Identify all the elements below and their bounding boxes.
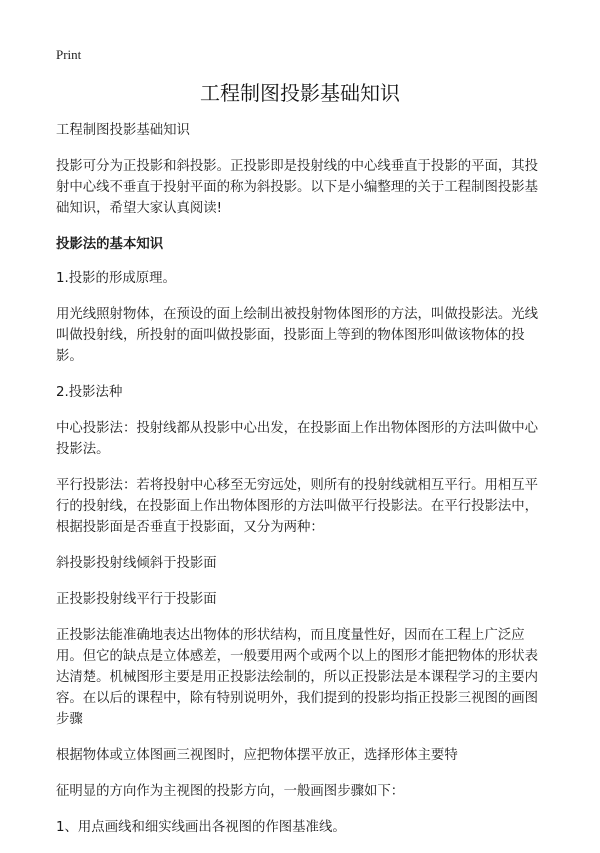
intro-paragraph: 投影可分为正投影和斜投影。正投影即是投射线的中心线垂直于投影的平面，其投射中心线不垂直于投射平面的称为斜投影。以下是小编整理的关于工程制图投影基础知识，希望大家认真阅读!	[56, 159, 539, 216]
steps-intro-line-2: 征明显的方向作为主视图的投影方向，一般画图步骤如下：	[56, 784, 405, 799]
step-1-line: 1、用点画线和细实线画出各视图的作图基准线。	[56, 820, 346, 835]
steps-intro-line-1: 根据物体或立体图画三视图时，应把物体摆平放正，选择形体主要特	[56, 748, 458, 763]
print-link[interactable]: Print	[56, 47, 82, 62]
article-subtitle: 工程制图投影基础知识	[56, 123, 190, 138]
oblique-projection-line: 斜投影投射线倾斜于投影面	[56, 556, 217, 571]
central-projection-paragraph: 中心投影法：投射线都从投影中心出发，在投影面上作出物体图形的方法叫做中心投影法。	[56, 421, 539, 457]
section-heading: 投影法的基本知识	[56, 237, 164, 252]
item1-paragraph: 用光线照射物体，在预设的面上绘制出被投射物体图形的方法，叫做投影法。光线叫做投射线，所投射的面叫做投影面，投影面上等到的物体图形叫做该物体的投影。	[56, 307, 539, 364]
orthographic-projection-line: 正投影投射线平行于投影面	[56, 592, 217, 607]
article-body	[56, 120, 548, 853]
item2-heading: 2.投影法种	[56, 385, 123, 400]
parallel-projection-paragraph: 平行投影法：若将投射中心移至无穷远处，则所有的投射线就相互平行。用相互平行的投射线，在投影面上作出物体图形的方法叫做平行投影法。在平行投影法中，根据投影面是否垂直于投影面，又分为两种：	[56, 478, 539, 535]
document-title: 工程制图投影基础知识	[200, 81, 400, 105]
orthographic-description-paragraph: 正投影法能准确地表达出物体的形状结构，而且度量性好，因而在工程上广泛应用。但它的缺点是立体感差，一般要用两个或两个以上的图形才能把物体的形状表达清楚。机械图形主要是用正投影法绘制的，所以正投影法是本课程学习的主要内容。在以后的课程中，除有特别说明外，我们提到的投影均指正投影三视图的画图步骤	[56, 628, 539, 727]
item1-heading: 1.投影的形成原理。	[56, 271, 176, 286]
